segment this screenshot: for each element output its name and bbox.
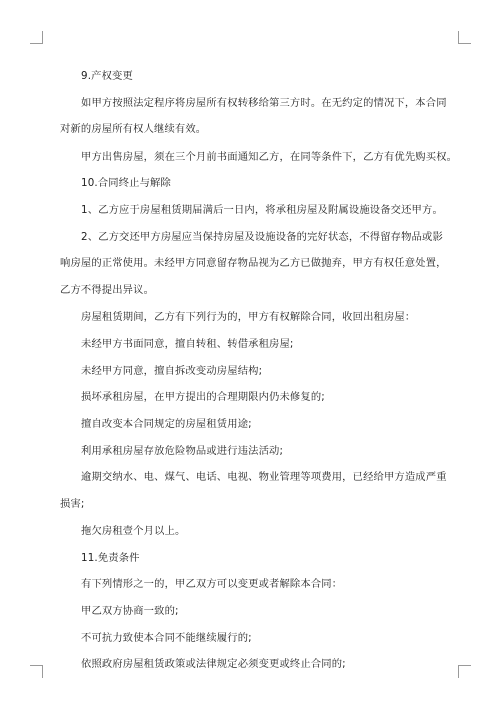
paragraph-line: 甲方出售房屋，须在三个月前书面通知乙方，在同等条件下，乙方有优先购买权。 (81, 151, 458, 163)
list-item: 不可抗力致使本合同不能继续履行的; (81, 632, 252, 644)
list-item: 利用承租房屋存放危险物品或进行违法活动; (81, 445, 284, 457)
list-item: 拖欠房租壹个月以上。 (81, 525, 186, 537)
page-corner-mark-top-left (30, 31, 43, 44)
list-item: 损坏承租房屋，在甲方提出的合理期限内仍未修复的; (81, 391, 325, 403)
section-heading-11: 11.免责条件 (81, 552, 140, 564)
list-item: 逾期交纳水、电、煤气、电话、电视、物业管理等项费用，已经给甲方造成严重 (81, 471, 447, 483)
paragraph-line: 有下列情形之一的，甲乙双方可以变更或者解除本合同： (81, 578, 343, 590)
page-corner-mark-bottom-right (458, 665, 471, 678)
paragraph-line: 房屋租赁期间，乙方有下列行为的，甲方有权解除合同，收回出租房屋： (81, 311, 416, 323)
list-item: 甲乙双方协商一致的; (81, 605, 179, 617)
paragraph-line: 对新的房屋所有权人继续有效。 (60, 123, 207, 135)
paragraph-line: 如甲方按照法定程序将房屋所有权转移给第三方时。在无约定的情况下，本合同 (81, 97, 447, 109)
page-corner-mark-bottom-left (30, 665, 43, 678)
list-item-continuation: 损害; (60, 498, 85, 510)
paragraph-line: 1、乙方应于房屋租赁期届满后一日内，将承租房屋及附属设施设备交还甲方。 (81, 204, 443, 216)
paragraph-line: 2、乙方交还甲方房屋应当保持房屋及设施设备的完好状态，不得留存物品或影 (81, 231, 443, 243)
list-item: 擅自改变本合同规定的房屋租赁用途; (81, 418, 252, 430)
paragraph-line: 乙方不得提出异议。 (60, 284, 155, 296)
section-heading-9: 9.产权变更 (81, 70, 133, 82)
page-corner-mark-top-right (458, 31, 471, 44)
section-heading-10: 10.合同终止与解除 (81, 177, 171, 189)
list-item: 未经甲方同意，擅自拆改变动房屋结构; (81, 365, 263, 377)
list-item: 未经甲方书面同意，擅自转租、转借承租房屋; (81, 338, 294, 350)
paragraph-line: 响房屋的正常使用。未经甲方同意留存物品视为乙方已做抛弃，甲方有权任意处置， (60, 257, 447, 269)
list-item: 依照政府房屋租赁政策或法律规定必须变更或终止合同的; (81, 658, 346, 670)
